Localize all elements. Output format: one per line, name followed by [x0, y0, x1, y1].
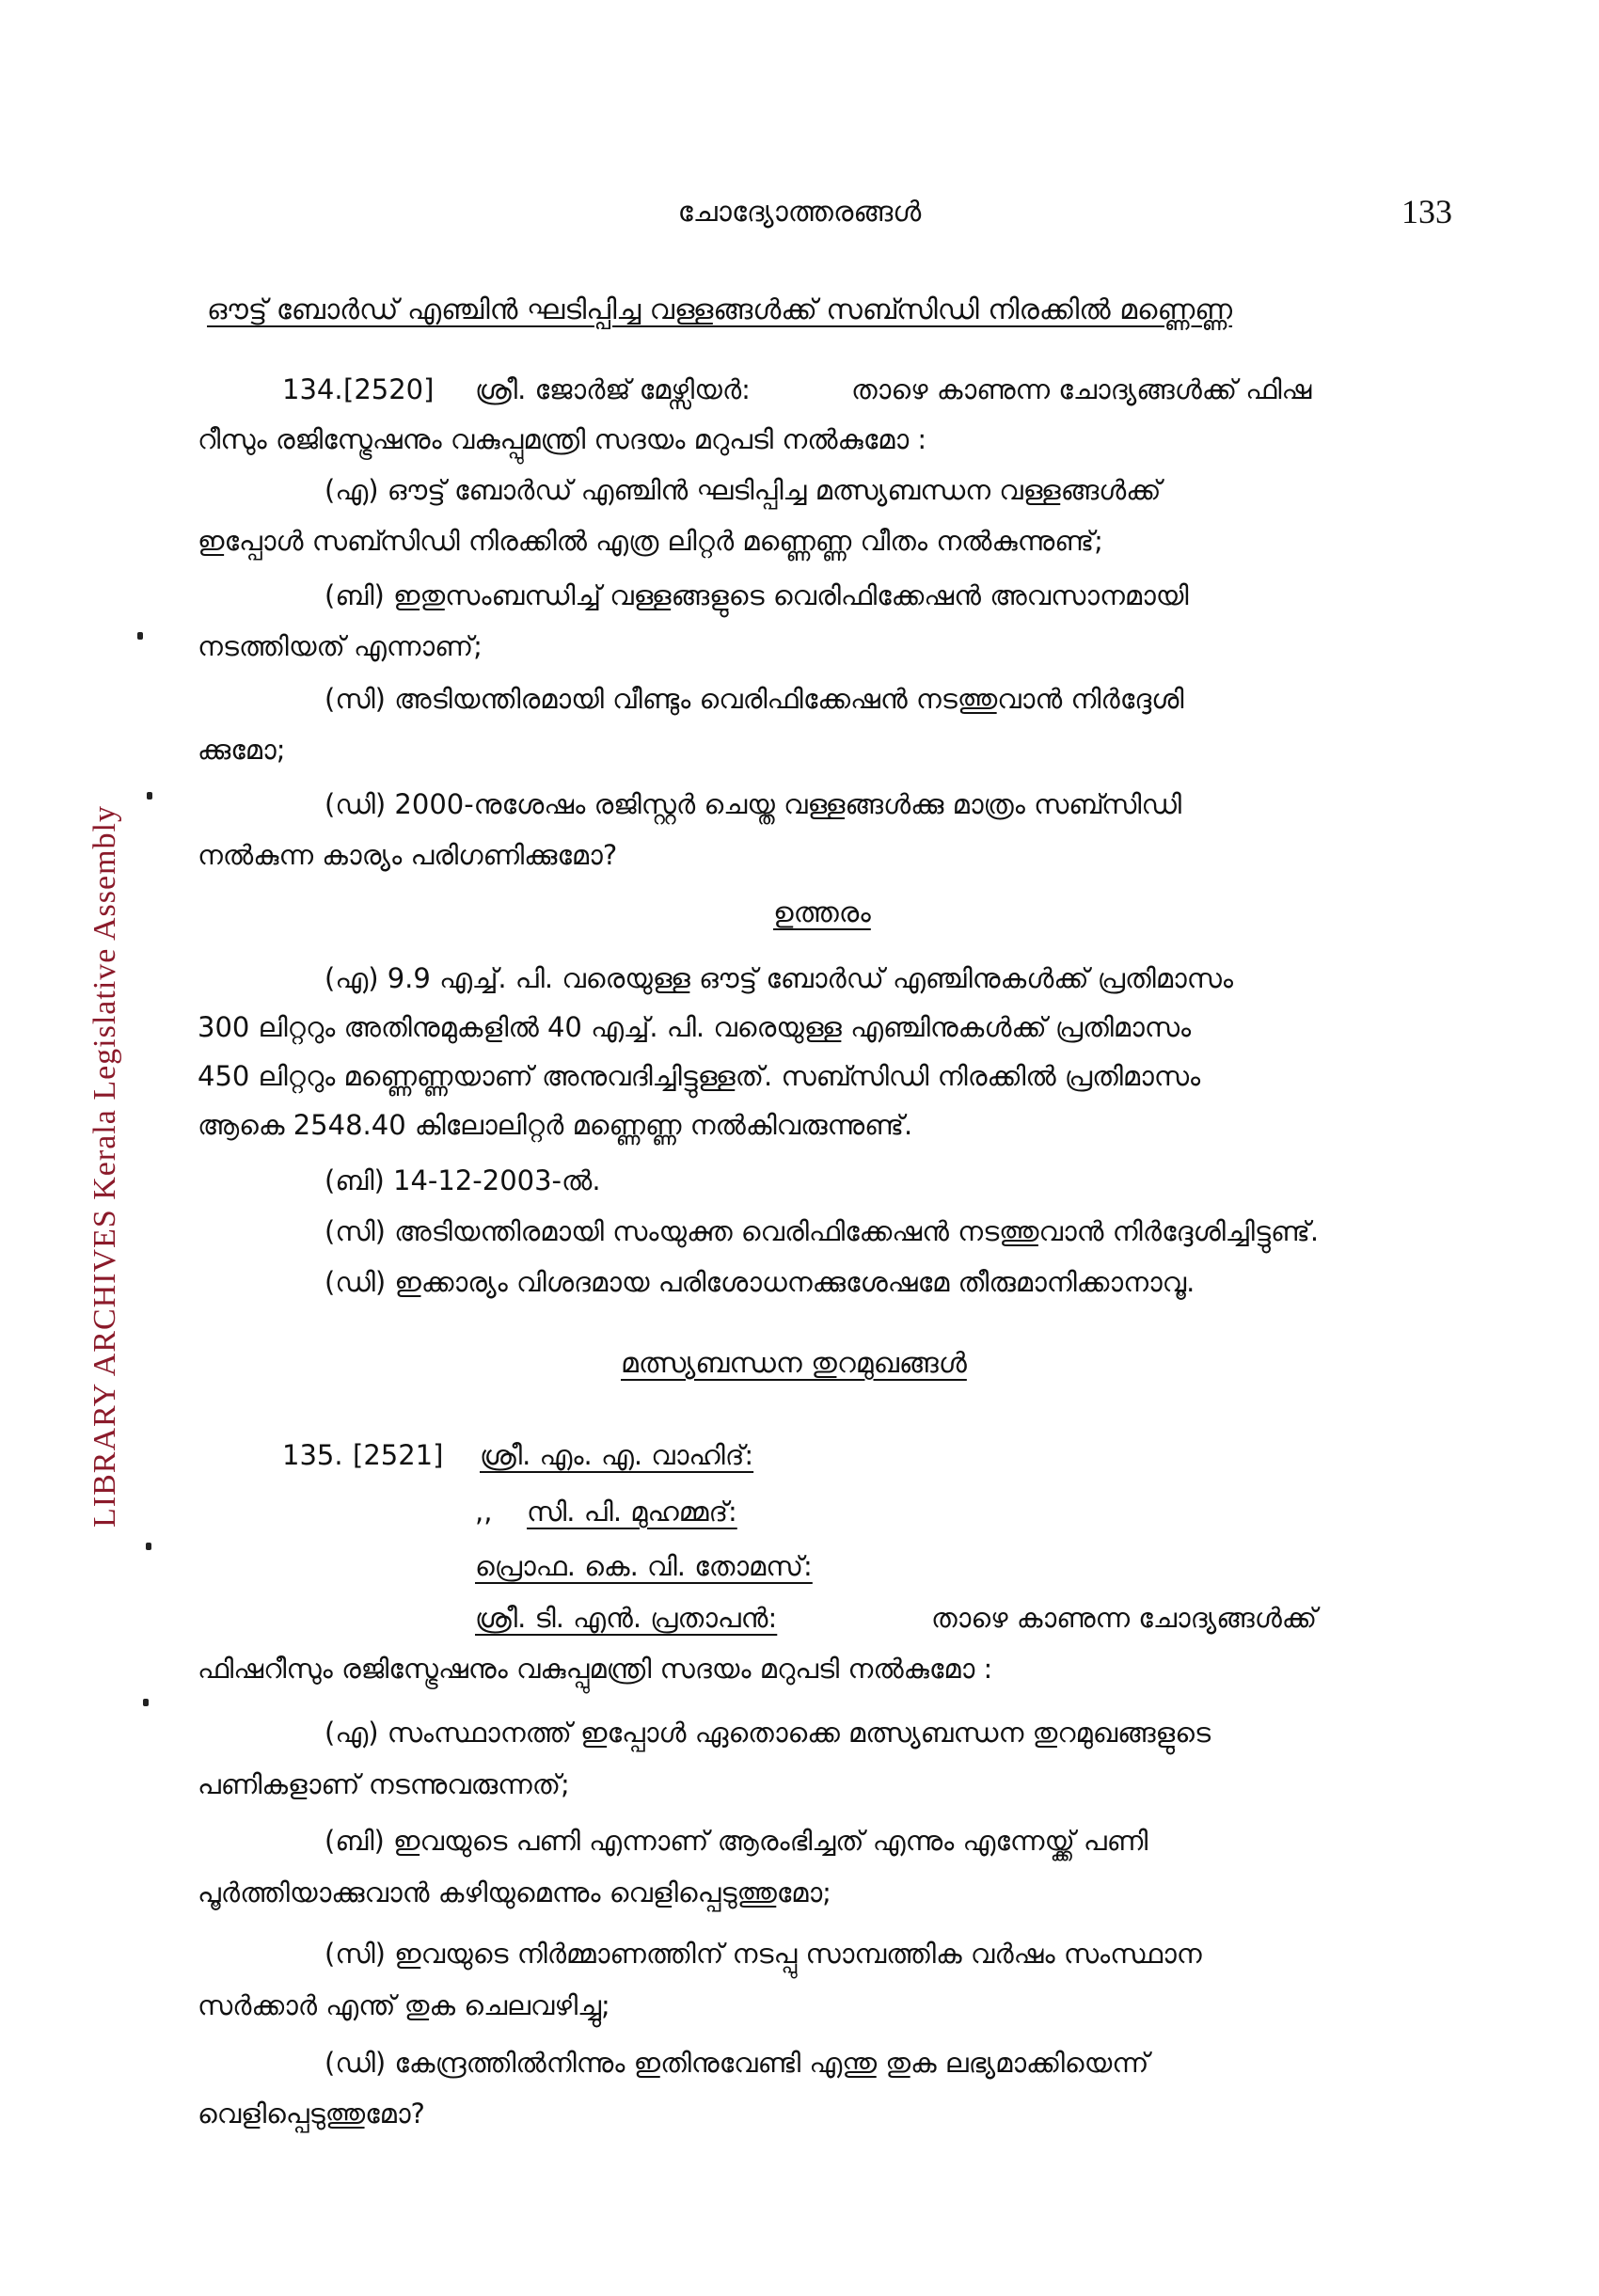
q134-a-line2: ഇപ്പോൾ സബ്സിഡി നിരക്കിൽ എത്ര ലിറ്റർ മണ്ണെണ്ണ വീതം നൽകുന്നുണ്ട്;: [198, 525, 1103, 557]
q134-intro-cont: റീസും രജിസ്ട്രേഷനും വകുപ്പുമന്ത്രി സദയം മറുപടി നൽകുമോ :: [198, 423, 927, 455]
q135-a-line1: (എ) സംസ്ഥാനത്ത് ഇപ്പോൾ ഏതൊക്കെ മത്സ്യബന്ധന തുറമുഖങ്ങളുടെ: [325, 1717, 1211, 1749]
q135-d-line1: (ഡി) കേന്ദ്രത്തിൽനിന്നും ഇതിനുവേണ്ടി എന്തു തുക ലഭ്യമാക്കിയെന്ന്: [325, 2047, 1149, 2079]
q135-number: 135.: [282, 1439, 343, 1471]
q135-ref: [2521]: [353, 1439, 444, 1471]
q134-answer-b: (ബി) 14-12-2003-ൽ.: [325, 1164, 601, 1196]
q134-asker: ശ്രീ. ജോർജ് മേഴ്സിയർ:: [475, 373, 751, 405]
page-number: 133: [1401, 193, 1452, 230]
q135-intro: താഴെ കാണുന്ന ചോദ്യങ്ങൾക്ക്: [931, 1602, 1318, 1634]
scan-speck: [143, 1699, 149, 1706]
q135-b-line1: (ബി) ഇവയുടെ പണി എന്നാണ് ആരംഭിച്ചത് എന്നും എന്നേയ്ക്ക് പണി: [325, 1825, 1148, 1857]
q135-asker-4: ശ്രീ. ടി. എൻ. പ്രതാപൻ:: [475, 1602, 778, 1634]
scan-speck: [137, 632, 143, 640]
q135-title: മത്സ്യബന്ധന തുറമുഖങ്ങൾ: [621, 1347, 967, 1380]
q134-answer-a-line1: (എ) 9.9 എച്ച്. പി. വരെയുള്ള ഔട്ട് ബോർഡ് എഞ്ചിനുകൾക്ക് പ്രതിമാസം: [325, 962, 1234, 994]
q134-ref: [2520]: [343, 373, 435, 405]
q134-answer-a-line3: 450 ലിറ്ററും മണ്ണെണ്ണയാണ് അനുവദിച്ചിട്ടുള്ളത്. സബ്സിഡി നിരക്കിൽ പ്രതിമാസം: [198, 1060, 1201, 1092]
q134-c-line2: ക്കുമോ;: [198, 734, 286, 766]
q134-answer-d: (ഡി) ഇക്കാര്യം വിശദമായ പരിശോധനക്കുശേഷമേ തീരുമാനിക്കാനാവൂ.: [325, 1266, 1195, 1298]
q135-asker-1: ശ്രീ. എം. എ. വാഹിദ്:: [480, 1439, 754, 1471]
q135-b-line2: പൂർത്തിയാക്കുവാൻ കഴിയുമെന്നും വെളിപ്പെടുത്തുമോ;: [198, 1876, 831, 1908]
scan-speck: [147, 792, 152, 800]
q134-c-line1: (സി) അടിയന്തിരമായി വീണ്ടും വെരിഫിക്കേഷൻ നടത്തുവാൻ നിർദ്ദേശി: [325, 683, 1184, 715]
q134-answer-heading: ഉത്തരം: [773, 896, 871, 929]
q135-c-line1: (സി) ഇവയുടെ നിർമ്മാണത്തിന് നടപ്പു സാമ്പത്തിക വർഷം സംസ്ഥാന: [325, 1938, 1202, 1970]
running-head: ചോദ്യോത്തരങ്ങൾ: [677, 196, 922, 229]
q134-b-line1: (ബി) ഇതുസംബന്ധിച്ച് വള്ളങ്ങളുടെ വെരിഫിക്കേഷൻ അവസാനമായി: [325, 579, 1189, 611]
q135-d-line2: വെളിപ്പെടുത്തുമോ?: [198, 2098, 425, 2130]
q134-number: 134.: [282, 373, 343, 405]
q135-asker-3: പ്രൊഫ. കെ. വി. തോമസ്:: [475, 1550, 813, 1582]
q134-d-line1: (ഡി) 2000-നുശേഷം രജിസ്റ്റർ ചെയ്ത വള്ളങ്ങൾക്കു മാത്രം സബ്സിഡി: [325, 788, 1182, 820]
q135-c-line2: സർക്കാർ എന്ത് തുക ചെലവഴിച്ചു;: [198, 1989, 610, 2021]
q134-answer-c: (സി) അടിയന്തിരമായി സംയുക്ത വെരിഫിക്കേഷൻ നടത്തുവാൻ നിർദ്ദേശിച്ചിട്ടുണ്ട്.: [325, 1215, 1320, 1247]
q135-intro-cont: ഫിഷറീസും രജിസ്ട്രേഷനും വകുപ്പുമന്ത്രി സദയം മറുപടി നൽകുമോ :: [198, 1653, 993, 1685]
q134-answer-a-line4: ആകെ 2548.40 കിലോലിറ്റർ മണ്ണെണ്ണ നൽകിവരുന്നുണ്ട്.: [198, 1109, 913, 1141]
q134-b-line2: നടത്തിയത് എന്നാണ്;: [198, 630, 483, 662]
q134-d-line2: നൽകുന്ന കാര്യം പരിഗണിക്കുമോ?: [198, 839, 618, 871]
q135-ditto-mark: ,,: [475, 1496, 493, 1528]
q134-answer-a-line2: 300 ലിറ്ററും അതിനുമുകളിൽ 40 എച്ച്. പി. വരെയുള്ള എഞ്ചിനുകൾക്ക് പ്രതിമാസം: [198, 1011, 1192, 1043]
q135-a-line2: പണികളാണ് നടന്നുവരുന്നത്;: [198, 1768, 570, 1800]
archive-watermark: LIBRARY ARCHIVES Kerala Legislative Assembly: [87, 804, 122, 1528]
q135-asker-2: സി. പി. മുഹമ്മദ്:: [527, 1496, 737, 1528]
q134-intro: താഴെ കാണുന്ന ചോദ്യങ്ങൾക്ക് ഫിഷ: [851, 373, 1312, 405]
scan-speck: [146, 1543, 151, 1550]
q134-title: ഔട്ട് ബോർഡ് എഞ്ചിൻ ഘടിപ്പിച്ച വള്ളങ്ങൾക്ക് സബ്സിഡി നിരക്കിൽ മണ്ണെണ്ണ: [207, 293, 1233, 326]
q134-a-line1: (എ) ഔട്ട് ബോർഡ് എഞ്ചിൻ ഘടിപ്പിച്ച മത്സ്യബന്ധന വള്ളങ്ങൾക്ക്: [325, 474, 1162, 506]
